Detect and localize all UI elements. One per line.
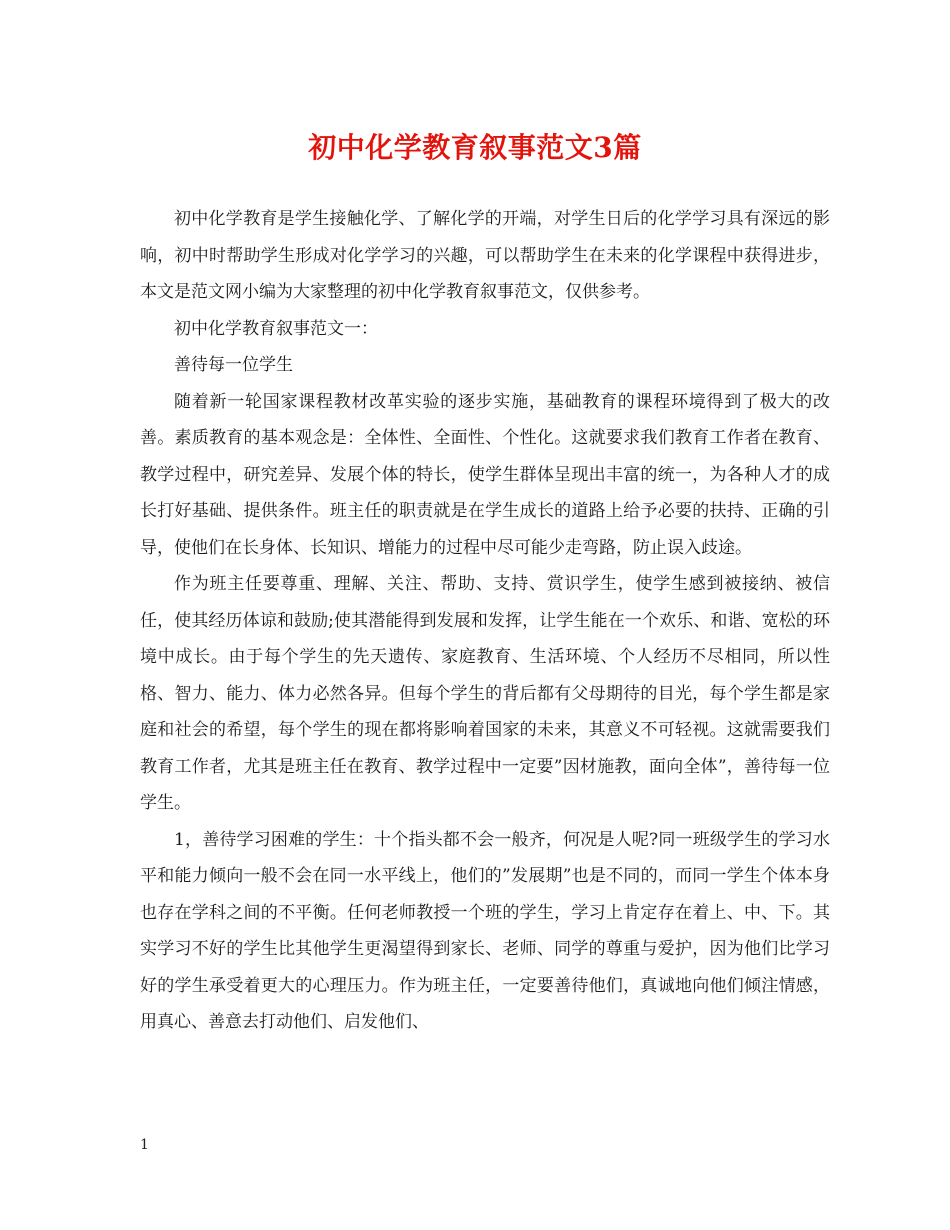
body-paragraph: 作为班主任要尊重、理解、关注、帮助、支持、赏识学生，使学生感到被接纳、被信任，使其经历体谅和鼓励;使其潜能得到发展和发挥，让学生能在一个欢乐、和谐、宽松的环境中成长。由于每个学生的先天遗传、家庭教育、生活环境、个人经历不尽相同，所以性格、智力、能力、体力必然各异。但每个学生的背后都有父母期待的目光，每个学生都是家庭和社会的希望，每个学生的现在都将影响着国家的未来，其意义不可轻视。这就需要我们教育工作者，尤其是班主任在教育、教学过程中一定要”因材施教，面向全体”，善待每一位学生。	[140, 574, 830, 813]
document-body	[140, 201, 830, 1041]
body-paragraph: 1，善待学习困难的学生：十个指头都不会一般齐，何况是人呢?同一班级学生的学习水平和能力倾向一般不会在同一水平线上，他们的”发展期”也是不同的，而同一学生个体本身也存在学科之间的不平衡。任何老师教授一个班的学生，学习上肯定存在着上、中、下。其实学习不好的学生比其他学生更渴望得到家长、老师、同学的尊重与爱护，因为他们比学习好的学生承受着更大的心理压力。作为班主任，一定要善待他们，真诚地向他们倾注情感，用真心、善意去打动他们、启发他们、	[140, 829, 830, 1032]
document-title: 初中化学教育叙事范文3篇	[308, 131, 642, 164]
intro-paragraph: 初中化学教育是学生接触化学、了解化学的开端，对学生日后的化学学习具有深远的影响，初中时帮助学生形成对化学学习的兴趣，可以帮助学生在未来的化学课程中获得进步，本文是范文网小编为大家整理的初中化学教育叙事范文，仅供参考。	[140, 209, 830, 302]
section-heading: 初中化学教育叙事范文一：	[174, 318, 378, 339]
essay-title: 善待每一位学生	[174, 355, 293, 375]
page-number: 1	[140, 1137, 149, 1153]
body-paragraph: 随着新一轮国家课程教材改革实验的逐步实施，基础教育的课程环境得到了极大的改善。素质教育的基本观念是：全体性、全面性、个性化。这就要求我们教育工作者在教育、教学过程中，研究差异、发展个体的特长，使学生群体呈现出丰富的统一，为各种人才的成长打好基础、提供条件。班主任的职责就是在学生成长的道路上给予必要的扶持、正确的引导，使他们在长身体、长知识、增能力的过程中尽可能少走弯路，防止误入歧途。	[140, 391, 830, 558]
